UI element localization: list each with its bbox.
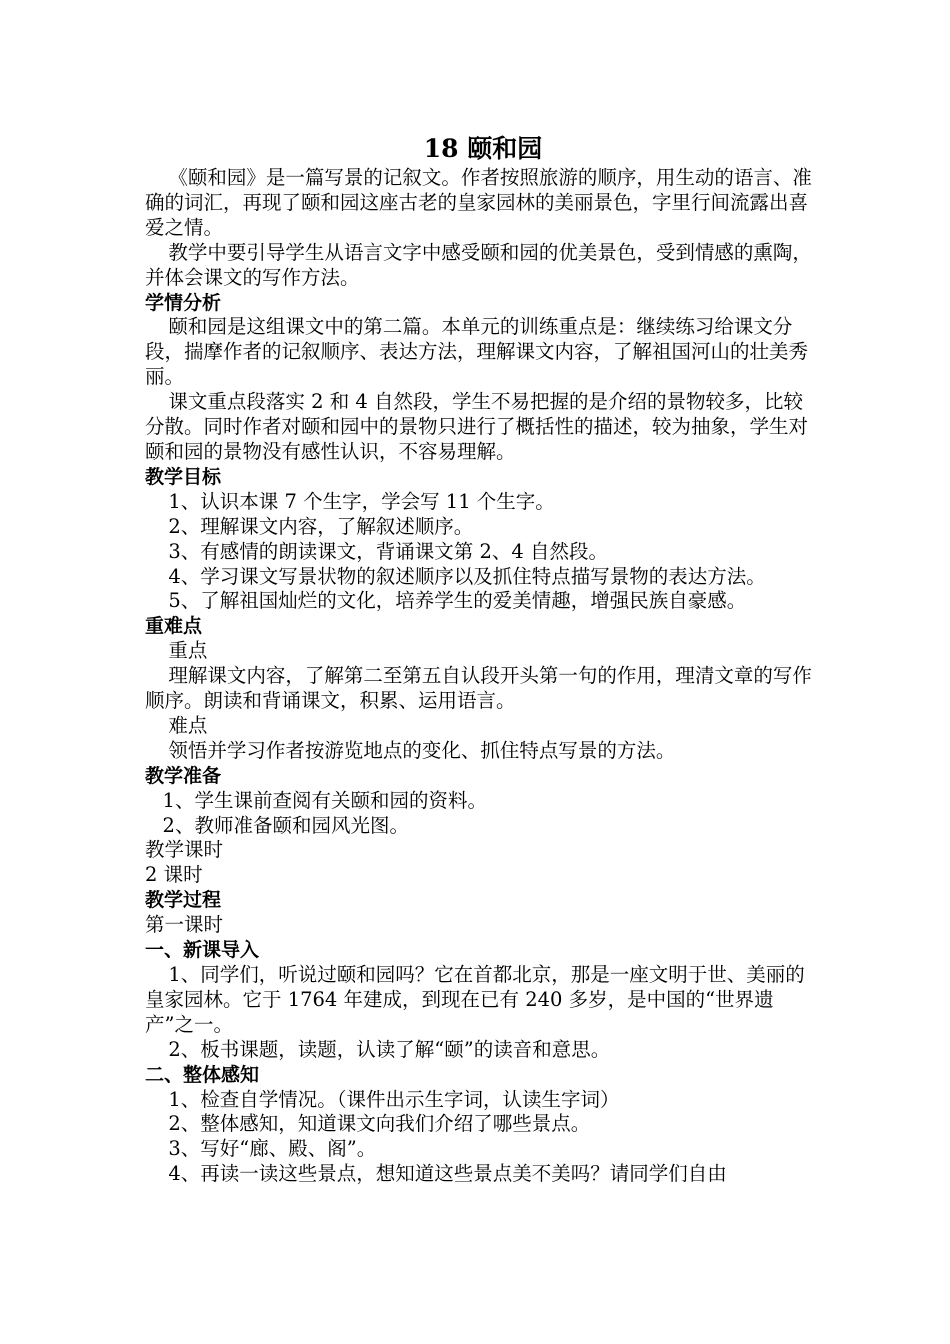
- analysis-paragraph-2: 课文重点段落实 2 和 4 自然段，学生不易把握的是介绍的景物较多，比较分散。同时作者对颐和园中的景物只进行了概括性的描述，较为抽象，学生对颐和园的景物没有感性认识，不容易理解。: [145, 390, 809, 463]
- difficulty-text: 领悟并学习作者按游览地点的变化、抓住特点写景的方法。: [168, 738, 676, 762]
- intro-paragraph-2: 教学中要引导学生从语言文字中感受颐和园的优美景色，受到情感的熏陶，并体会课文的写作方法。: [145, 240, 812, 289]
- goal-item-4: 4、学习课文写景状物的叙述顺序以及抓住特点描写景物的表达方法。: [168, 564, 766, 588]
- document-body: [145, 132, 815, 1187]
- hours-label: 教学课时: [145, 838, 224, 862]
- part2-item-3: 3、写好“廊、殿、阁”。: [168, 1137, 377, 1161]
- section-heading-preparation: 教学准备: [145, 764, 222, 787]
- section-heading-process: 教学过程: [145, 889, 222, 912]
- section-heading-goals: 教学目标: [145, 465, 222, 488]
- section-heading-key-points: 重难点: [145, 615, 203, 638]
- hours-value: 2 课时: [145, 863, 203, 887]
- lesson-label: 第一课时: [145, 913, 224, 937]
- preparation-item-1: 1、学生课前查阅有关颐和园的资料。: [162, 788, 487, 812]
- focus-label: 重点: [168, 639, 208, 663]
- preparation-item-2: 2、教师准备颐和园风光图。: [162, 813, 409, 837]
- part2-item-2: 2、整体感知，知道课文向我们介绍了哪些景点。: [168, 1112, 591, 1136]
- part1-item-2: 2、板书课题，读题，认读了解“颐”的读音和意思。: [168, 1037, 611, 1061]
- goal-item-3: 3、有感情的朗读课文，背诵课文第 2、4 自然段。: [168, 539, 609, 563]
- focus-text: 理解课文内容，了解第二至第五自认段开头第一句的作用，理清文章的写作顺序。朗读和背诵课文，积累、运用语言。: [145, 664, 812, 713]
- difficulty-label: 难点: [168, 713, 208, 737]
- part2-item-1: 1、检查自学情况。（课件出示生字词，认读生字词）: [168, 1087, 620, 1111]
- intro-paragraph-1: 《颐和园》是一篇写景的记叙文。作者按照旅游的顺序，用生动的语言、准确的词汇，再现了颐和园这座古老的皇家园林的美丽景色，字里行间流露出喜爱之情。: [145, 166, 812, 239]
- part2-heading: 二、整体感知: [145, 1063, 260, 1086]
- analysis-paragraph-1: 颐和园是这组课文中的第二篇。本单元的训练重点是：继续练习给课文分段，揣摩作者的记叙顺序、表达方法，理解课文内容，了解祖国河山的壮美秀丽。: [145, 315, 809, 389]
- page-title: 18 颐和园: [423, 134, 543, 163]
- goal-item-5: 5、了解祖国灿烂的文化，培养学生的爱美情趣，增强民族自豪感。: [168, 589, 747, 613]
- part1-item-1: 1、同学们，听说过颐和园吗？它在首都北京，那是一座文明于世、美丽的皇家园林。它于 1764 年建成，到现在已有 240 多岁，是中国的“世界遗产”之一。: [145, 963, 805, 1036]
- part2-item-4: 4、再读一读这些景点，想知道这些景点美不美吗？请同学们自由: [168, 1162, 727, 1186]
- goal-item-1: 1、认识本课 7 个生字，学会写 11 个生字。: [168, 489, 555, 513]
- goal-item-2: 2、理解课文内容，了解叙述顺序。: [168, 514, 474, 538]
- part1-heading: 一、新课导入: [145, 939, 260, 962]
- section-heading-analysis: 学情分析: [145, 291, 222, 314]
